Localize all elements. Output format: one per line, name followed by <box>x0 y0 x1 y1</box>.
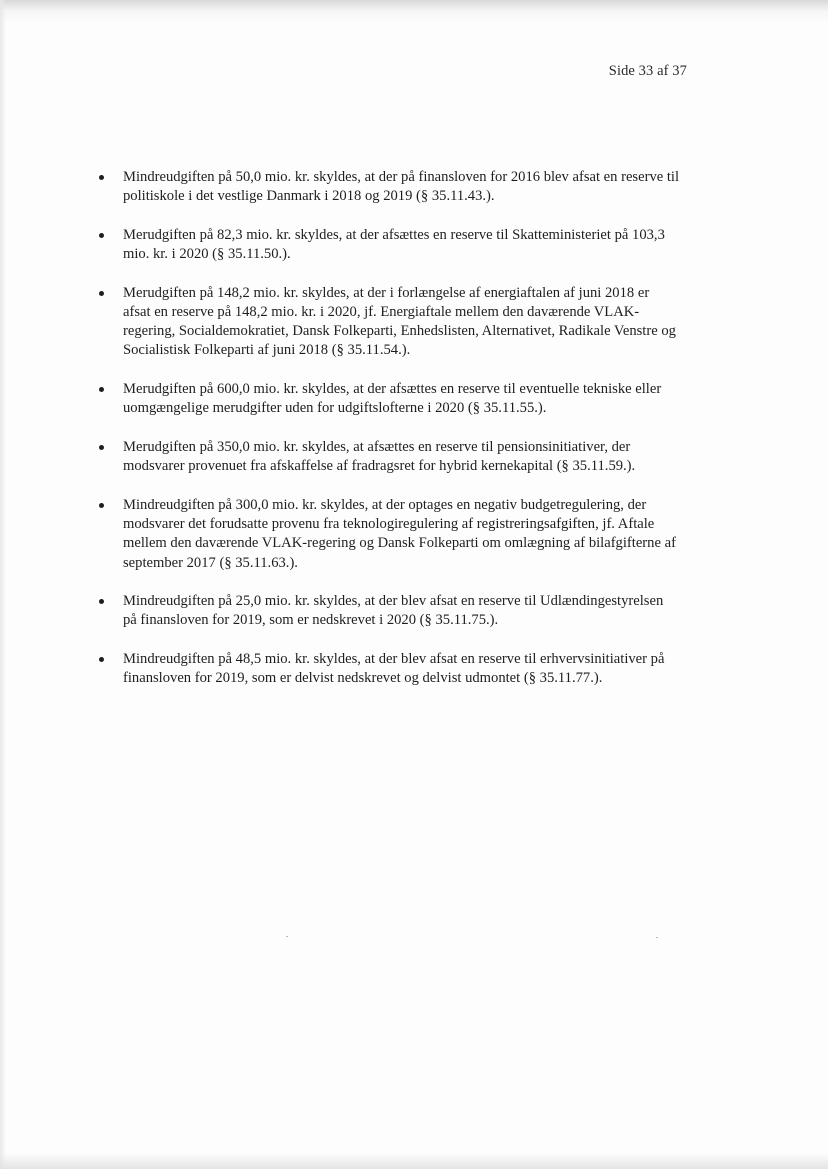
bullet-text: Merudgiften på 350,0 mio. kr. skyldes, at afsættes en reserve til pensionsinitiativer, der modsvarer provenuet fra afskaffelse af fradragsret for hybrid kernekapital (§ 35.11.59.). <box>123 439 636 475</box>
scan-speck <box>656 937 658 938</box>
bullet-icon <box>99 291 104 296</box>
bullet-icon <box>99 599 104 604</box>
bullet-text: Merudgiften på 148,2 mio. kr. skyldes, at der i forlængelse af energiaftalen af juni 2018 er afsat en reserve på 148,2 mio. kr. i 2020, jf. Energiaftale mellem den daværende VLAK-regering, Socialdemokratiet, Dansk Folkeparti, Enhedslisten, Alternativet, Radikale Venstre og Socialistisk Folkeparti af juni 2018 (§ 35.11.54.). <box>123 284 676 359</box>
scan-edge-bottom <box>0 1153 828 1169</box>
bullet-item <box>98 380 680 418</box>
bullet-item <box>98 168 680 206</box>
bullet-list <box>98 168 680 708</box>
scan-edge-left <box>0 0 6 1169</box>
page-number: Side 33 af 37 <box>608 63 687 79</box>
scan-speck <box>286 936 288 937</box>
bullet-text: Mindreudgiften på 25,0 mio. kr. skyldes, at der blev afsat en reserve til Udlændingestyrelsen på finansloven for 2019, som er nedskrevet i 2020 (§ 35.11.75.). <box>123 593 664 629</box>
bullet-item <box>98 284 680 361</box>
bullet-icon <box>99 233 104 238</box>
bullet-item <box>98 438 680 476</box>
bullet-text: Merudgiften på 600,0 mio. kr. skyldes, at der afsættes en reserve til eventuelle tekniske eller uomgængelige merudgifter uden for udgiftslofterne i 2020 (§ 35.11.55.). <box>123 381 662 417</box>
bullet-icon <box>99 503 104 508</box>
bullet-text: Merudgiften på 82,3 mio. kr. skyldes, at der afsættes en reserve til Skatteministeriet på 103,3 mio. kr. i 2020 (§ 35.11.50.). <box>123 226 665 263</box>
bullet-item <box>98 650 680 688</box>
scan-edge-top <box>0 0 828 22</box>
bullet-icon <box>99 657 104 662</box>
bullet-text: Mindreudgiften på 48,5 mio. kr. skyldes, at der blev afsat en reserve til erhvervsinitiativer på finansloven for 2019, som er delvist nedskrevet og delvist udmontet (§ 35.11.77.). <box>123 651 665 687</box>
bullet-item <box>98 496 680 573</box>
bullet-item <box>98 226 680 264</box>
bullet-text: Mindreudgiften på 50,0 mio. kr. skyldes, at der på finansloven for 2016 blev afsat en reserve til politiskole i det vestlige Danmark i 2018 og 2019 (§ 35.11.43.). <box>123 169 680 205</box>
bullet-icon <box>99 175 104 180</box>
bullet-icon <box>99 387 104 392</box>
bullet-text: Mindreudgiften på 300,0 mio. kr. skyldes, at der optages en negativ budgetregulering, der modsvarer det forudsatte provenu fra teknologiregulering af registreringsafgiften, jf. Aftale mellem den daværende VLAK-regering og Dansk Folkeparti om omlægning af bilafgifterne af september 2017 (§ 35.11.63.). <box>123 496 676 571</box>
bullet-icon <box>99 445 104 450</box>
bullet-item <box>98 592 680 630</box>
